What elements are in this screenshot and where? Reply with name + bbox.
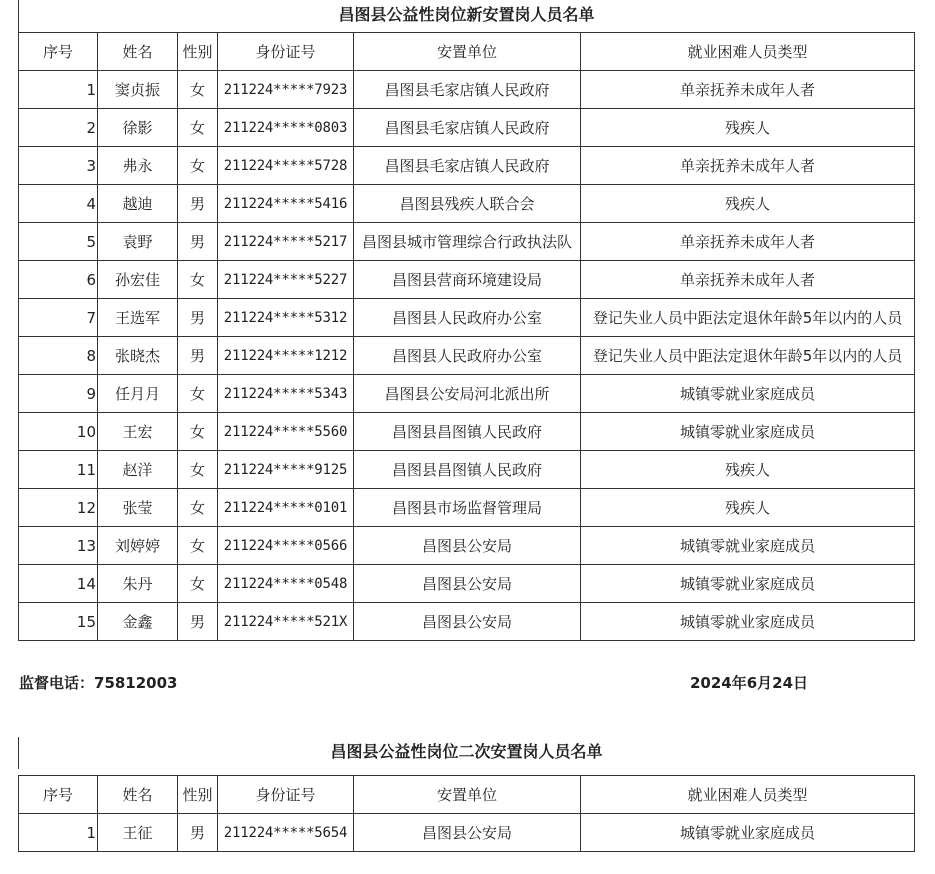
table-row — [19, 565, 915, 603]
cell-name: 张莹 — [98, 489, 178, 527]
header-id: 身份证号 — [218, 33, 354, 71]
cell-seq: 13 — [19, 527, 98, 565]
header-unit: 安置单位 — [354, 776, 581, 814]
cell-name: 孙宏佳 — [98, 261, 178, 299]
cell-type: 城镇零就业家庭成员 — [581, 814, 915, 852]
cell-seq: 11 — [19, 451, 98, 489]
cell-id-number: 211224*****5227 — [218, 261, 354, 299]
cell-type: 单亲抚养未成年人者 — [581, 147, 915, 185]
table-row — [19, 299, 915, 337]
table-row — [19, 489, 915, 527]
cell-gender: 男 — [178, 223, 218, 261]
cell-id-number: 211224*****1212 — [218, 337, 354, 375]
cell-type: 残疾人 — [581, 451, 915, 489]
cell-name: 袁野 — [98, 223, 178, 261]
cell-unit: 昌图县市场监督管理局 — [354, 489, 581, 527]
cell-seq: 15 — [19, 603, 98, 641]
cell-id-number: 211224*****521X — [218, 603, 354, 641]
table2-title: 昌图县公益性岗位二次安置岗人员名单 — [18, 737, 914, 769]
cell-gender: 女 — [178, 413, 218, 451]
cell-unit: 昌图县公安局 — [354, 565, 581, 603]
cell-unit: 昌图县残疾人联合会 — [354, 185, 581, 223]
cell-name: 刘婷婷 — [98, 527, 178, 565]
cell-type: 登记失业人员中距法定退休年龄5年以内的人员 — [581, 337, 915, 375]
cell-id-number: 211224*****0566 — [218, 527, 354, 565]
header-gender: 性别 — [178, 33, 218, 71]
cell-unit: 昌图县毛家店镇人民政府 — [354, 147, 581, 185]
cell-id-number: 211224*****0101 — [218, 489, 354, 527]
cell-name: 王征 — [98, 814, 178, 852]
cell-gender: 女 — [178, 147, 218, 185]
cell-seq: 10 — [19, 413, 98, 451]
table-row — [19, 71, 915, 109]
cell-unit: 昌图县公安局 — [354, 814, 581, 852]
cell-name: 越迪 — [98, 185, 178, 223]
cell-seq: 1 — [19, 814, 98, 852]
cell-type: 城镇零就业家庭成员 — [581, 565, 915, 603]
cell-name: 朱丹 — [98, 565, 178, 603]
table-row — [19, 337, 915, 375]
cell-type: 城镇零就业家庭成员 — [581, 527, 915, 565]
cell-gender: 男 — [178, 185, 218, 223]
table-row — [19, 223, 915, 261]
table-row — [19, 375, 915, 413]
cell-unit: 昌图县人民政府办公室 — [354, 299, 581, 337]
cell-type: 单亲抚养未成年人者 — [581, 71, 915, 109]
cell-type: 残疾人 — [581, 109, 915, 147]
cell-unit: 昌图县城市管理综合行政执法队 — [354, 223, 581, 261]
cell-type: 残疾人 — [581, 489, 915, 527]
table-row — [19, 527, 915, 565]
table1-body — [19, 71, 915, 641]
cell-unit: 昌图县毛家店镇人民政府 — [354, 109, 581, 147]
table2-body — [19, 814, 915, 852]
header-seq: 序号 — [19, 776, 98, 814]
cell-seq: 5 — [19, 223, 98, 261]
cell-seq: 1 — [19, 71, 98, 109]
cell-unit: 昌图县公安局河北派出所 — [354, 375, 581, 413]
cell-gender: 男 — [178, 814, 218, 852]
cell-name: 窦贞振 — [98, 71, 178, 109]
cell-name: 徐影 — [98, 109, 178, 147]
header-seq: 序号 — [19, 33, 98, 71]
table-row — [19, 261, 915, 299]
cell-gender: 女 — [178, 109, 218, 147]
table-row — [19, 109, 915, 147]
table-row — [19, 147, 915, 185]
cell-type: 城镇零就业家庭成员 — [581, 413, 915, 451]
cell-name: 赵洋 — [98, 451, 178, 489]
cell-gender: 女 — [178, 261, 218, 299]
table-row — [19, 603, 915, 641]
cell-gender: 女 — [178, 565, 218, 603]
table1 — [18, 32, 915, 641]
header-gender: 性别 — [178, 776, 218, 814]
cell-type: 城镇零就业家庭成员 — [581, 375, 915, 413]
header-name: 姓名 — [98, 33, 178, 71]
cell-id-number: 211224*****5312 — [218, 299, 354, 337]
table-row — [19, 185, 915, 223]
cell-unit: 昌图县昌图镇人民政府 — [354, 451, 581, 489]
table-row — [19, 413, 915, 451]
table2-header-row — [19, 776, 915, 814]
header-id: 身份证号 — [218, 776, 354, 814]
cell-type: 登记失业人员中距法定退休年龄5年以内的人员 — [581, 299, 915, 337]
cell-type: 城镇零就业家庭成员 — [581, 603, 915, 641]
cell-name: 金鑫 — [98, 603, 178, 641]
cell-type: 单亲抚养未成年人者 — [581, 223, 915, 261]
cell-unit: 昌图县公安局 — [354, 603, 581, 641]
table1-header-row — [19, 33, 915, 71]
cell-seq: 3 — [19, 147, 98, 185]
cell-id-number: 211224*****7923 — [218, 71, 354, 109]
cell-name: 任月月 — [98, 375, 178, 413]
header-type: 就业困难人员类型 — [581, 776, 915, 814]
cell-gender: 女 — [178, 527, 218, 565]
cell-gender: 男 — [178, 603, 218, 641]
cell-id-number: 211224*****5728 — [218, 147, 354, 185]
table1-title: 昌图县公益性岗位新安置岗人员名单 — [18, 0, 914, 32]
cell-unit: 昌图县毛家店镇人民政府 — [354, 71, 581, 109]
cell-id-number: 211224*****0548 — [218, 565, 354, 603]
cell-gender: 女 — [178, 375, 218, 413]
publish-date: 2024年6月24日 — [690, 674, 809, 692]
cell-name: 弗永 — [98, 147, 178, 185]
cell-gender: 男 — [178, 299, 218, 337]
header-type: 就业困难人员类型 — [581, 33, 915, 71]
header-unit: 安置单位 — [354, 33, 581, 71]
cell-seq: 12 — [19, 489, 98, 527]
cell-seq: 2 — [19, 109, 98, 147]
supervision-phone: 监督电话：75812003 — [19, 674, 178, 692]
cell-unit: 昌图县公安局 — [354, 527, 581, 565]
cell-type: 残疾人 — [581, 185, 915, 223]
cell-unit: 昌图县营商环境建设局 — [354, 261, 581, 299]
cell-seq: 8 — [19, 337, 98, 375]
cell-id-number: 211224*****5343 — [218, 375, 354, 413]
cell-type: 单亲抚养未成年人者 — [581, 261, 915, 299]
cell-id-number: 211224*****9125 — [218, 451, 354, 489]
cell-id-number: 211224*****0803 — [218, 109, 354, 147]
cell-unit: 昌图县人民政府办公室 — [354, 337, 581, 375]
cell-seq: 9 — [19, 375, 98, 413]
table-row — [19, 814, 915, 852]
cell-id-number: 211224*****5560 — [218, 413, 354, 451]
cell-gender: 女 — [178, 71, 218, 109]
cell-name: 王宏 — [98, 413, 178, 451]
table-row — [19, 451, 915, 489]
cell-name: 王选军 — [98, 299, 178, 337]
cell-seq: 6 — [19, 261, 98, 299]
cell-id-number: 211224*****5654 — [218, 814, 354, 852]
cell-gender: 男 — [178, 337, 218, 375]
cell-seq: 14 — [19, 565, 98, 603]
cell-seq: 4 — [19, 185, 98, 223]
cell-name: 张晓杰 — [98, 337, 178, 375]
header-name: 姓名 — [98, 776, 178, 814]
cell-seq: 7 — [19, 299, 98, 337]
cell-gender: 女 — [178, 451, 218, 489]
cell-gender: 女 — [178, 489, 218, 527]
cell-id-number: 211224*****5217 — [218, 223, 354, 261]
cell-id-number: 211224*****5416 — [218, 185, 354, 223]
cell-unit: 昌图县昌图镇人民政府 — [354, 413, 581, 451]
table2 — [18, 775, 915, 852]
